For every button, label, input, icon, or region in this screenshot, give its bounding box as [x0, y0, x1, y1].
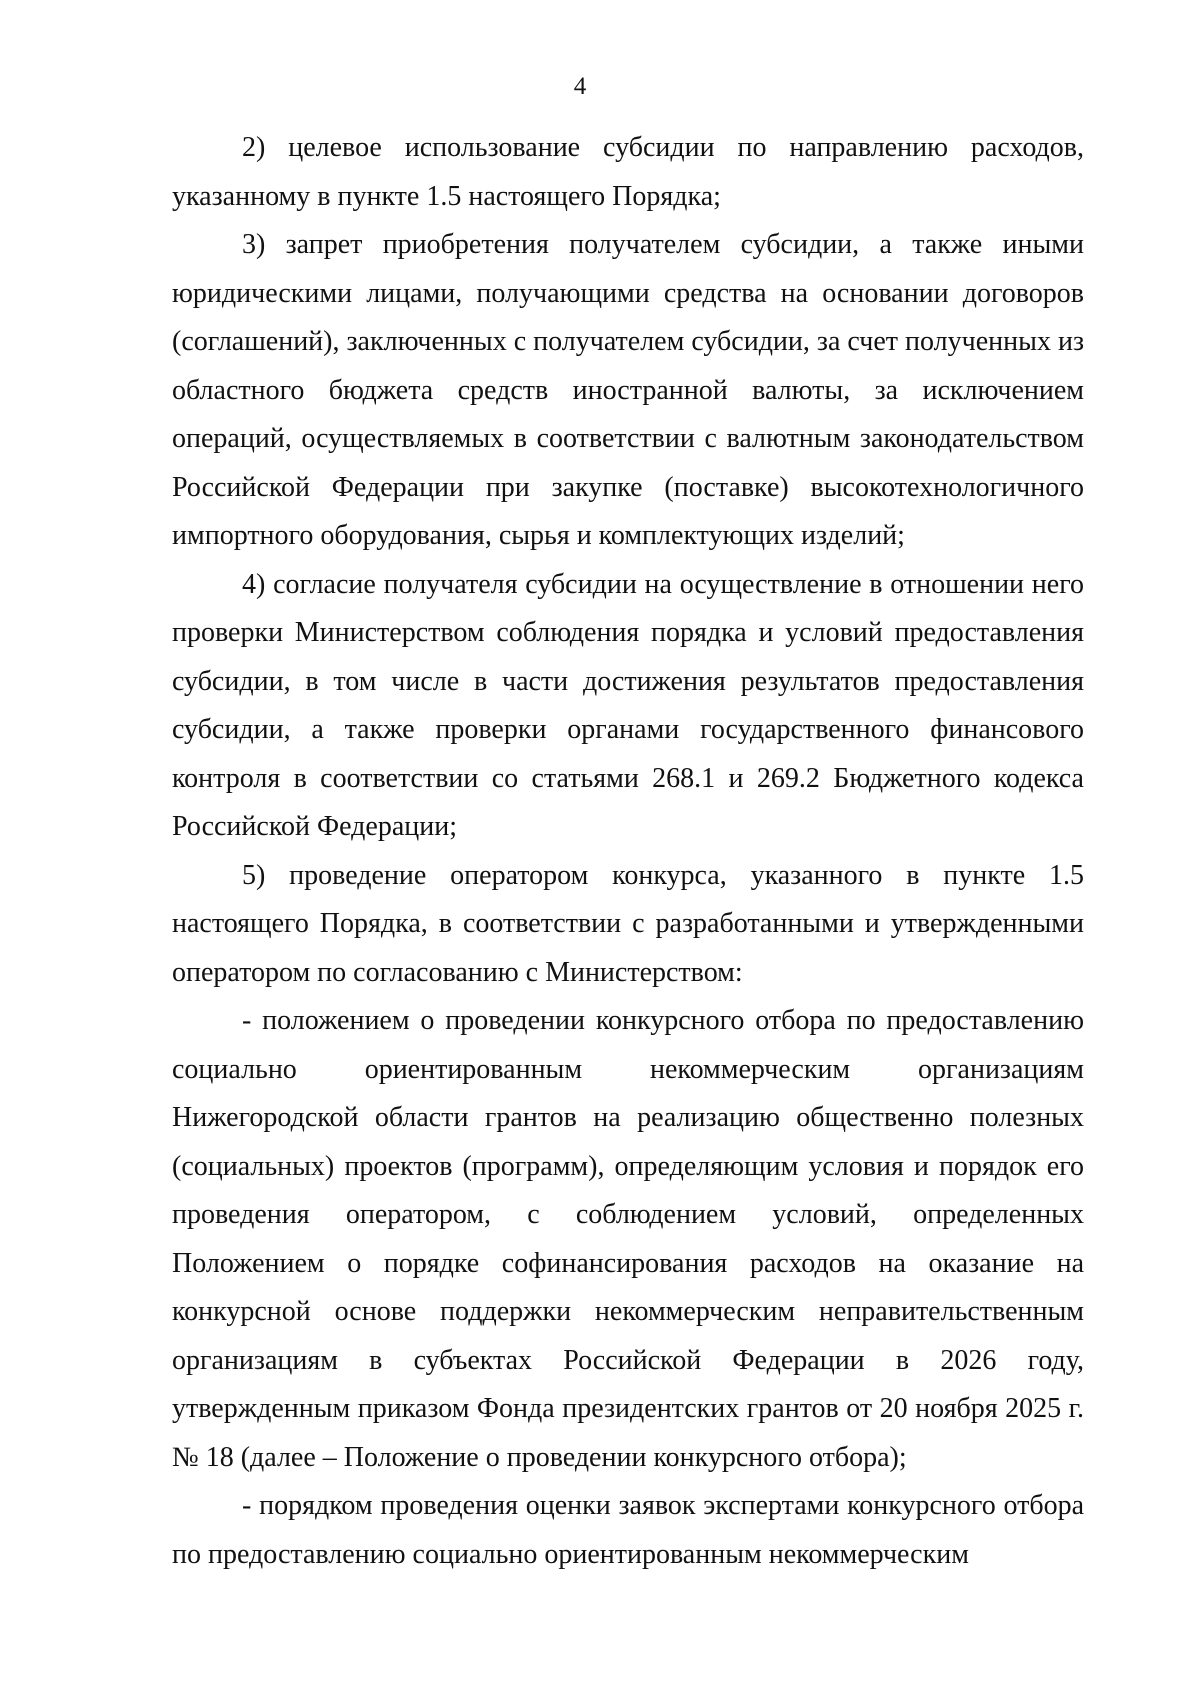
paragraph-item-4: 4) согласие получателя субсидии на осуществление в отношении него проверки Министерством соблюдения порядка и условий предоставления субсидии, в том числе в части достижения результатов предоставления субсидии, а также проверки органами государственного финансового контроля в соответствии со статьями 268.1 и 269.2 Бюджетного кодекса Российской Федерации;: [172, 568, 1084, 842]
paragraph-item-2: 2) целевое использование субсидии по направлению расходов, указанному в пункте 1.5 настоящего Порядка;: [172, 132, 1084, 212]
document-body: [172, 124, 1084, 1579]
paragraph-item-3: 3) запрет приобретения получателем субсидии, а также иными юридическими лицами, получающими средства на основании договоров (соглашений), заключенных с получателем субсидии, за счет полученных из областного бюджета средств иностранной валюты, за исключением операций, осуществляемых в соответствии с валютным законодательством Российской Федерации при закупке (поставке) высокотехнологичного импортного оборудования, сырья и комплектующих изделий;: [172, 229, 1084, 551]
paragraph-dash-regulation: - положением о проведении конкурсного отбора по предоставлению социально ориентированным некоммерческим организациям Нижегородской области грантов на реализацию общественно полезных (социальных) проектов (программ), определяющим условия и порядок его проведения оператором, с соблюдением условий, определенных Положением о порядке софинансирования расходов на оказание на конкурсной основе поддержки некоммерческим неправительственным организациям в субъектах Российской Федерации в 2026 году, утвержденным приказом Фонда президентских грантов от 20 ноября 2025 г. № 18 (далее – Положение о проведении конкурсного отбора);: [172, 1005, 1084, 1473]
paragraph-dash-assessment: - порядком проведения оценки заявок экспертами конкурсного отбора по предоставлению социально ориентированным некоммерческим: [172, 1490, 1084, 1570]
page-number: 4: [573, 73, 587, 100]
paragraph-item-5: 5) проведение оператором конкурса, указанного в пункте 1.5 настоящего Порядка, в соответствии с разработанными и утвержденными оператором по согласованию с Министерством:: [172, 859, 1084, 988]
